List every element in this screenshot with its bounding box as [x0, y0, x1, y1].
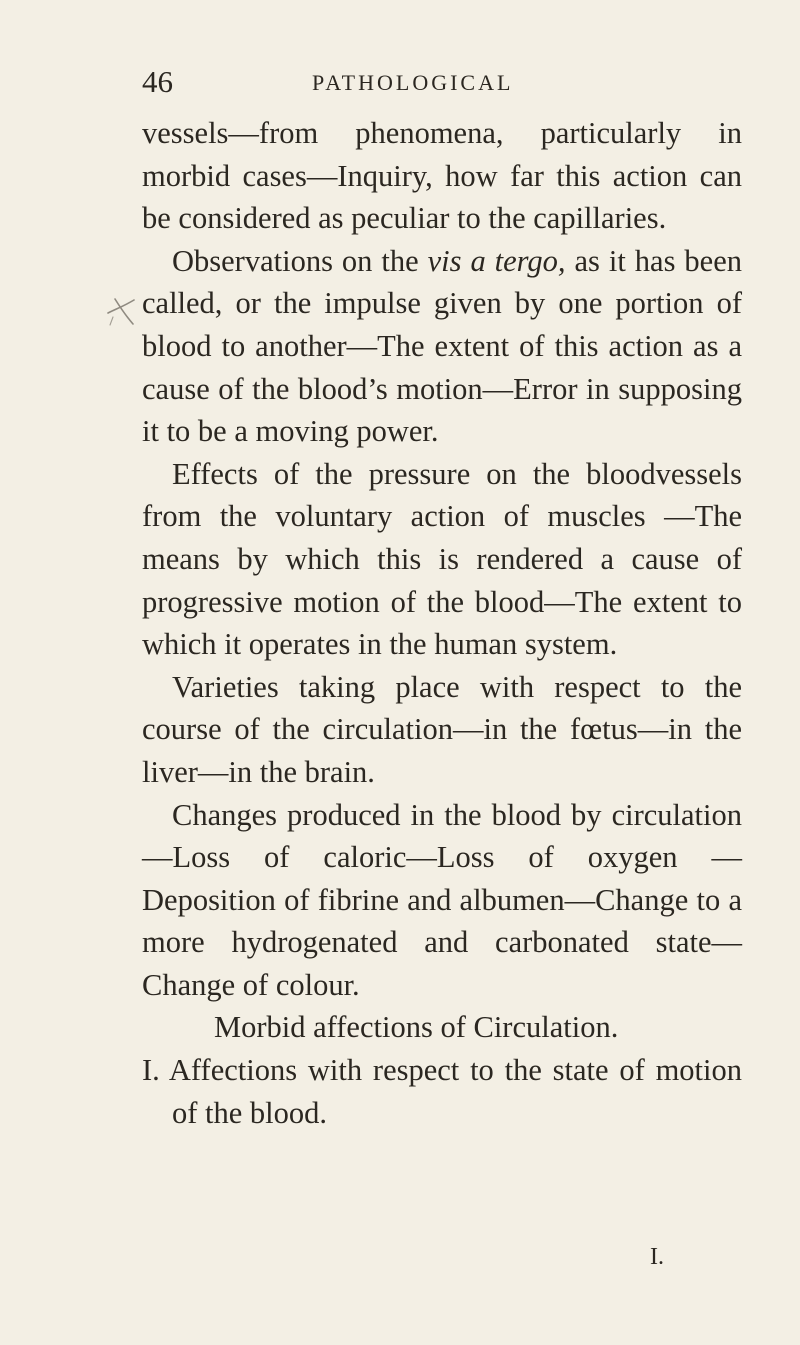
paragraph-text: Changes produced in the blood by circulation—Loss of caloric—Loss of oxygen —Deposition of fibrine and albumen—Change to a more hydrogenated and carbonated state—Change of colour. [142, 797, 742, 1002]
body-text [142, 112, 742, 1134]
paragraph-capillaries [142, 112, 742, 240]
page-number: 46 [142, 64, 173, 99]
paragraph-text: I. Affections with respect to the state of motion of the blood. [142, 1053, 742, 1130]
paragraph-text: Varieties taking place with respect to the course of the circulation—in the fœtus—in the liver—in the brain. [142, 669, 742, 789]
paragraph-text: vessels—from phenomena, particularly in morbid cases—Inquiry, how far this action can be considered as peculiar to the capillaries. [142, 116, 742, 236]
paragraph-text: Observations on the [172, 243, 428, 278]
paragraph-vis-a-tergo [142, 240, 742, 453]
paragraph-text: as it has been called, or the impulse given by one portion of blood to another—The extent of this action as a cause of the blood’s motion—Error in supposing it to be a moving power. [142, 243, 742, 449]
paragraph-affections-motion [142, 1049, 742, 1134]
paragraph-muscle-pressure [142, 453, 742, 666]
running-head: PATHOLOGICAL [312, 70, 514, 95]
paragraph-circulation-varieties [142, 666, 742, 794]
paragraph-text: Effects of the pressure on the bloodvessels from the voluntary action of muscles —The means by which this is rendered a cause of progressive motion of the blood—The extent to which it operates in the human system. [142, 456, 742, 662]
handwritten-cross-mark-icon [104, 297, 138, 327]
section-heading [142, 1006, 742, 1049]
page-header [142, 62, 742, 102]
italic-latin-phrase: vis a tergo, [427, 243, 566, 278]
catchword: I. [650, 1244, 664, 1270]
paragraph-blood-changes [142, 794, 742, 1007]
section-heading-text: Morbid affections of Circulation. [214, 1010, 619, 1045]
